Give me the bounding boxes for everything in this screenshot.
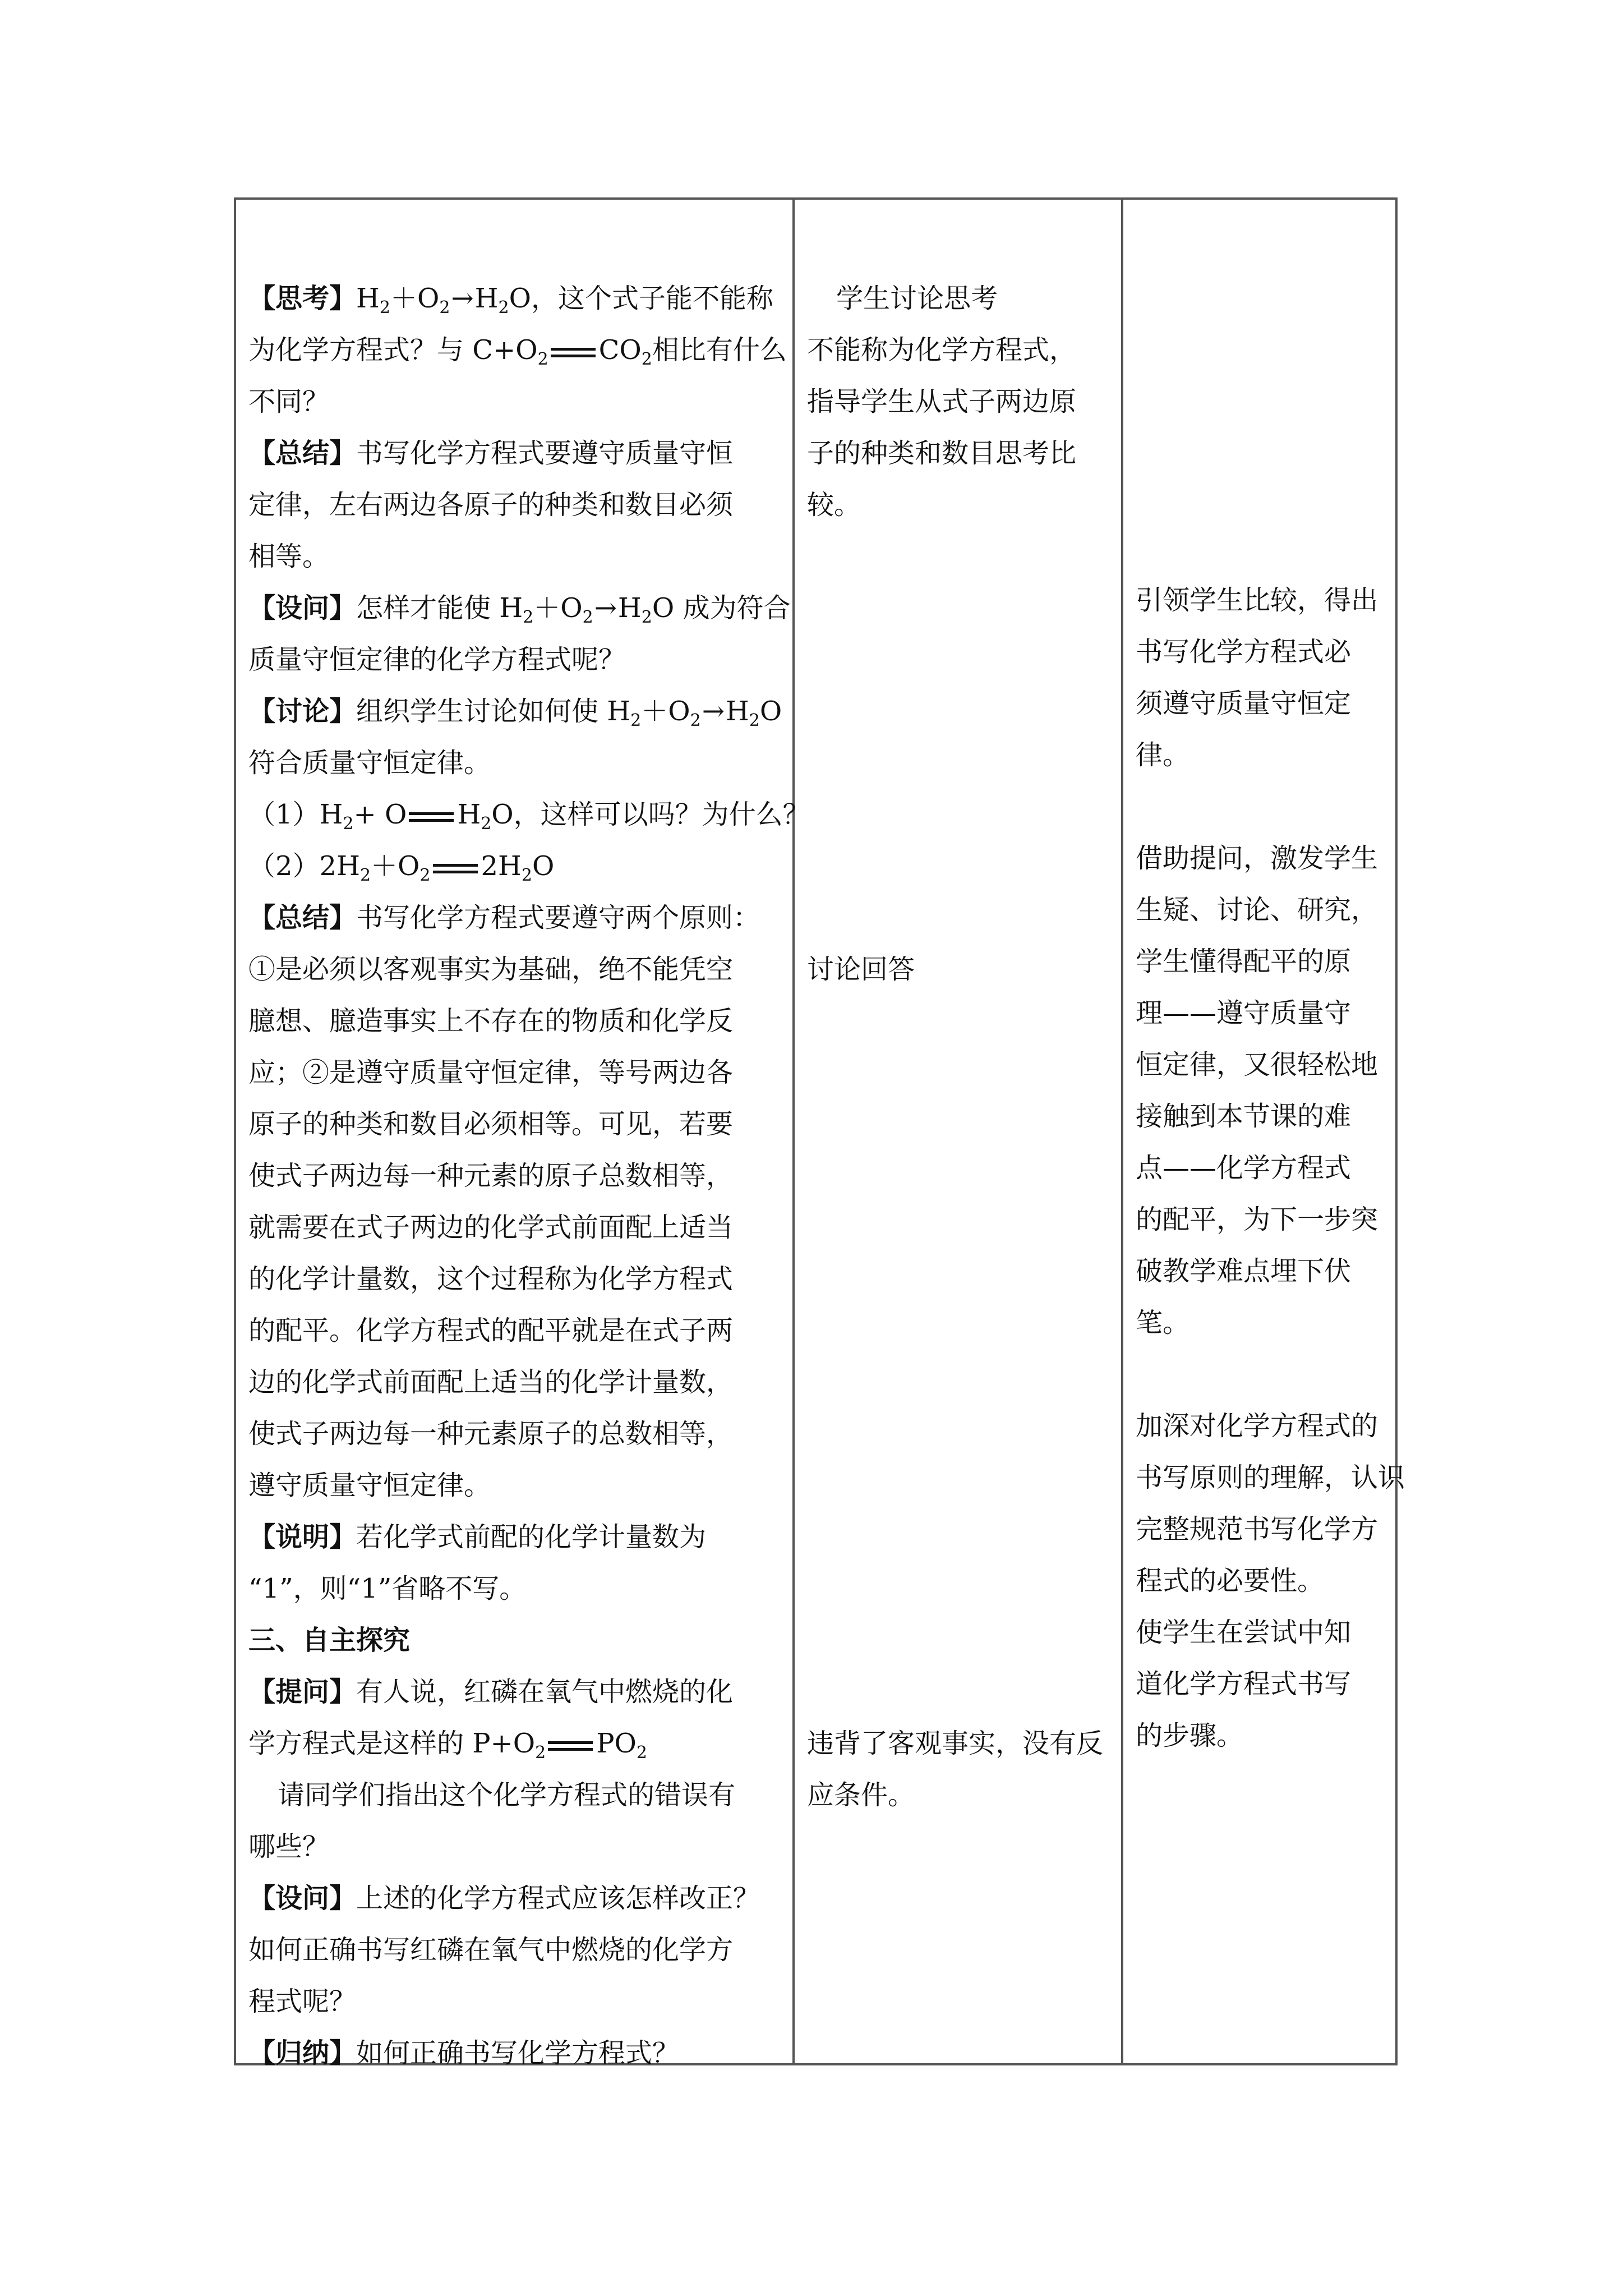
text-line: 哪些？ bbox=[248, 1831, 330, 1862]
equals-sign bbox=[551, 341, 596, 364]
text-line: 【总结】书写化学方程式要遵守两个原则： bbox=[248, 902, 760, 933]
text-line: 学生懂得配平的原 bbox=[1136, 946, 1352, 977]
text-line: 较。 bbox=[807, 489, 861, 521]
text-line: 使式子两边每一种元素的原子总数相等， bbox=[248, 1160, 734, 1191]
text-line: “1”，则“1”省略不写。 bbox=[248, 1573, 527, 1604]
text-line: 质量守恒定律的化学方程式呢？ bbox=[248, 644, 626, 675]
text-line: 应；②是遵守质量守恒定律，等号两边各 bbox=[248, 1057, 734, 1088]
text-line: 讨论回答 bbox=[807, 954, 915, 985]
text-line: 相等。 bbox=[248, 541, 330, 572]
text-line: 加深对化学方程式的 bbox=[1136, 1410, 1378, 1442]
text-line: $(1)H_2+ O$ $H_2O$，这样可以吗？为什么？ bbox=[248, 799, 810, 834]
text-line: 【思考】$H_2+O_2\to H_2O$，这个式子能不能称 bbox=[248, 283, 773, 318]
text-line: 【设问】上述的化学方程式应该怎样改正？ bbox=[248, 1883, 760, 1914]
equals-sign bbox=[409, 806, 454, 828]
text-line: 书写原则的理解，认识 bbox=[1136, 1462, 1405, 1493]
text-line: 律。 bbox=[1136, 739, 1190, 771]
text-line: ①是必须以客观事实为基础，绝不能凭空 bbox=[248, 954, 734, 985]
text-line: 使式子两边每一种元素原子的总数相等， bbox=[248, 1418, 734, 1450]
text-line: 【说明】若化学式前配的化学计量数为 bbox=[248, 1521, 707, 1553]
text-line: 符合质量守恒定律。 bbox=[248, 747, 491, 779]
text-line: 不同？ bbox=[248, 386, 330, 417]
equals-sign bbox=[548, 1734, 593, 1757]
text-line: 的配平。化学方程式的配平就是在式子两 bbox=[248, 1315, 734, 1346]
text-line: 【提问】有人说，红磷在氧气中燃烧的化 bbox=[248, 1676, 734, 1708]
text-line: 完整规范书写化学方 bbox=[1136, 1513, 1378, 1545]
text-line: 恒定律，又很轻松地 bbox=[1136, 1049, 1378, 1080]
text-line: 使学生在尝试中知 bbox=[1136, 1617, 1352, 1648]
text-line: $(2)2H_2+O_2$ $2H_2O$ bbox=[248, 850, 555, 885]
text-line: 【讨论】组织学生讨论如何使 $H_2+O_2\to H_2O$ bbox=[248, 696, 782, 730]
text-line: 指导学生从式子两边原 bbox=[807, 386, 1077, 417]
text-line: 请同学们指出这个化学方程式的错误有 bbox=[278, 1779, 736, 1811]
design-intent-cell bbox=[1123, 200, 1405, 2063]
text-line: 的化学计量数，这个过程称为化学方程式 bbox=[248, 1263, 734, 1295]
lesson-plan-table bbox=[234, 197, 1405, 2069]
text-line: 接触到本节课的难 bbox=[1136, 1101, 1352, 1132]
text-line: 臆想、臆造事实上不存在的物质和化学反 bbox=[248, 1005, 734, 1037]
text-line: 就需要在式子两边的化学式前面配上适当 bbox=[248, 1212, 734, 1243]
text-line: 道化学方程式书写 bbox=[1136, 1668, 1352, 1700]
text-line: 引领学生比较，得出 bbox=[1136, 585, 1378, 616]
text-line: 的步骤。 bbox=[1136, 1720, 1244, 1751]
text-line: 笔。 bbox=[1136, 1307, 1190, 1338]
teacher-content-cell bbox=[236, 200, 810, 2069]
text-line: 书写化学方程式必 bbox=[1136, 636, 1352, 668]
text-line: 破教学难点埋下伏 bbox=[1136, 1255, 1352, 1287]
equals-sign bbox=[433, 857, 478, 880]
text-line: 如何正确书写红磷在氧气中燃烧的化学方 bbox=[248, 1934, 734, 1966]
text-line: 【设问】怎样才能使 $H_2+O_2\to H_2O$ 成为符合 bbox=[248, 592, 791, 627]
text-line: 【归纳】如何正确书写化学方程式？ bbox=[248, 2037, 680, 2069]
text-line: 学生讨论思考 bbox=[836, 283, 998, 314]
text-line: 程式呢？ bbox=[248, 1986, 357, 2017]
section-heading: 三、自主探究 bbox=[248, 1625, 411, 1656]
text-line: 【总结】书写化学方程式要遵守质量守恒 bbox=[248, 438, 734, 469]
text-line: 点——化学方程式 bbox=[1136, 1152, 1352, 1184]
student-activity-cell bbox=[795, 200, 1121, 2063]
text-line: 的配平，为下一步突 bbox=[1136, 1204, 1378, 1235]
text-line: 须遵守质量守恒定 bbox=[1136, 688, 1352, 719]
text-line: 借助提问，激发学生 bbox=[1136, 843, 1378, 874]
text-line: 理——遵守质量守 bbox=[1136, 997, 1352, 1029]
text-line: 应条件。 bbox=[807, 1779, 915, 1811]
text-line: 边的化学式前面配上适当的化学计量数， bbox=[248, 1366, 734, 1398]
text-line: 不能称为化学方程式， bbox=[807, 334, 1077, 366]
text-line: 为化学方程式？与 $C+O_2$ $CO_2$相比有什么 bbox=[248, 334, 787, 369]
text-line: 生疑、讨论、研究， bbox=[1136, 894, 1378, 926]
text-line: 子的种类和数目思考比 bbox=[807, 438, 1077, 469]
text-line: 违背了客观事实，没有反 bbox=[807, 1728, 1104, 1759]
text-line: 学方程式是这样的 $P+O_2$ $PO_2$ bbox=[248, 1728, 647, 1763]
text-line: 定律，左右两边各原子的种类和数目必须 bbox=[248, 489, 734, 521]
text-line: 遵守质量守恒定律。 bbox=[248, 1470, 491, 1501]
text-line: 原子的种类和数目必须相等。可见，若要 bbox=[248, 1108, 734, 1140]
text-line: 程式的必要性。 bbox=[1136, 1565, 1325, 1596]
